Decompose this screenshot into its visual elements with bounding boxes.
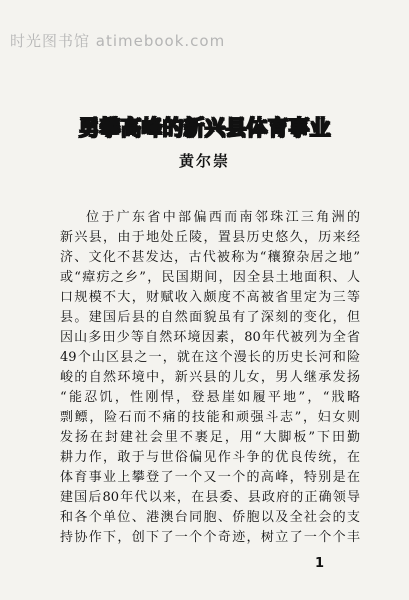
body-line: 持协作下，创下了一个个奇迹，树立了一个个丰 — [60, 530, 360, 545]
body-line: 或“瘴疠之乡”，民国期间，因全县土地面积、人 — [60, 270, 360, 285]
body-line: 口规模不大，财赋收入颇度不高被省里定为三等 — [60, 290, 360, 305]
body-line: 因山多田少等自然环境因素，80年代被列为全省 — [60, 330, 360, 345]
body-line: 新兴县，由于地处丘陵，置县历史悠久，历来经 — [60, 230, 360, 245]
page-number: 1 — [315, 556, 325, 571]
body-line: 耕力作，敢于与世俗偏见作斗争的优良传统，在 — [60, 450, 360, 465]
body-line: 49个山区县之一，就在这个漫长的历史长河和险 — [60, 350, 360, 365]
body-line: 位于广东省中部偏西而南邻珠江三角洲的 — [86, 210, 360, 225]
watermark-text: 时光图书馆 atimebook.com — [10, 32, 226, 50]
body-line: “能忍饥，性刚悍，登悬崖如履平地”，“戕略 — [60, 390, 360, 405]
author-name: 黄尔崇 — [178, 152, 230, 170]
article-body — [60, 208, 360, 548]
body-line: 发扬在封建社会里不裹足，用“大脚板”下田勤 — [60, 430, 360, 445]
article-title: 勇攀高峰的新兴县体育事业 — [78, 115, 331, 140]
body-line: 县。建国后县的自然面貌虽有了深刻的变化，但 — [60, 310, 360, 325]
body-line: 济、文化不甚发达，古代被称为“穰獠杂居之地” — [60, 250, 360, 265]
body-line: 剽鳔，险石而不痛的技能和顽强斗志”，妇女则 — [60, 410, 360, 425]
body-line: 和各个单位、港澳台同胞、侨胞以及全社会的支 — [60, 510, 360, 525]
body-line: 体育事业上攀登了一个又一个的高峰，特别是在 — [60, 470, 360, 485]
body-line: 峻的自然环境中，新兴县的儿女，男人继承发扬 — [60, 370, 360, 385]
body-line: 建国后80年代以来，在县委、县政府的正确领导 — [60, 490, 360, 505]
